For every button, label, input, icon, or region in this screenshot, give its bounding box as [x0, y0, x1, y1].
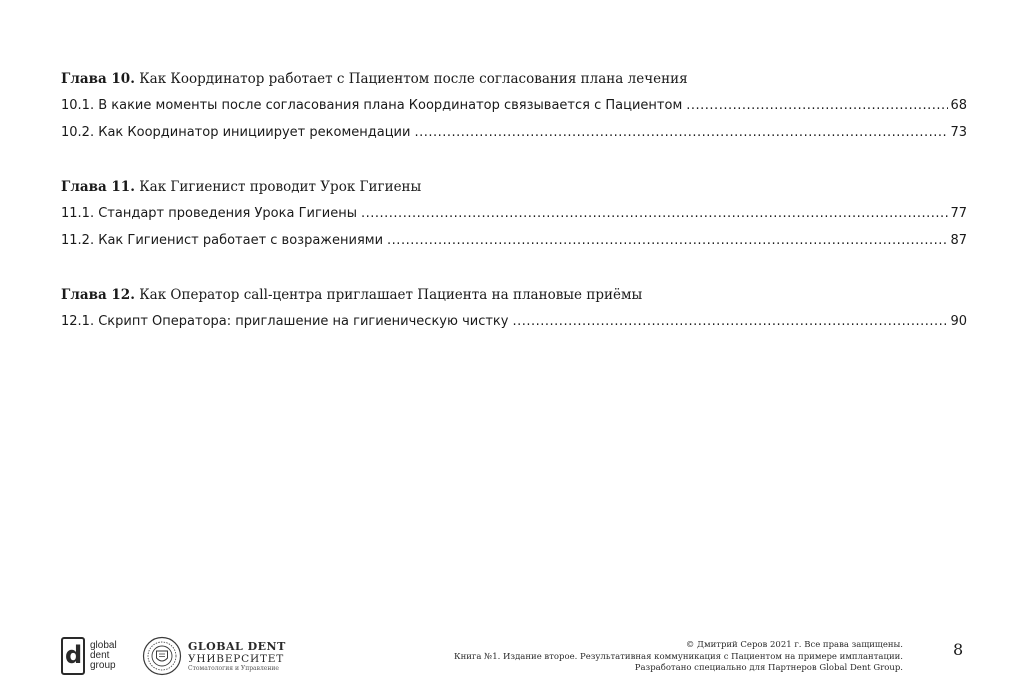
chapter-11: [61, 174, 967, 254]
toc-entry-title: 11.2. Как Гигиенист работает с возражениями: [61, 233, 384, 248]
university-type: УНИВЕРСИТЕТ: [188, 652, 285, 665]
dot-leader: [414, 119, 948, 146]
chapter-title: [61, 174, 967, 200]
toc-entry-page: 87: [950, 233, 967, 248]
chapter-10: [61, 66, 967, 146]
toc-entry-title: 10.1. В какие моменты после согласования плана Координатор связывается с Пациентом: [61, 98, 683, 113]
copyright-line: © Дмитрий Серов 2021 г. Все права защищены.: [685, 640, 903, 650]
logo-letter: d: [65, 641, 83, 669]
global-dent-group-logo: [61, 637, 117, 675]
logo-word: global: [90, 640, 117, 651]
copyright-line: Книга №1. Издание второе. Результативная коммуникация с Пациентом на примере имплантации.: [454, 651, 903, 662]
toc-entry-title: 10.2. Как Координатор инициирует рекомендации: [61, 125, 411, 140]
table-of-contents: [61, 66, 967, 363]
page-footer: [0, 630, 1024, 690]
chapter-title: [61, 282, 967, 308]
toc-entry[interactable]: [61, 308, 967, 335]
toc-entry[interactable]: [61, 227, 967, 254]
logo-word: group: [90, 660, 116, 671]
toc-entry-title: 11.1. Стандарт проведения Урока Гигиены: [61, 206, 357, 221]
copyright-notice: [454, 640, 903, 675]
global-dent-university-logo: [142, 636, 286, 676]
university-seal-icon: [142, 636, 182, 676]
chapter-title: [61, 66, 967, 92]
dot-leader: [387, 227, 948, 254]
toc-entry-page: 73: [950, 125, 967, 140]
page-number: 8: [953, 640, 964, 659]
dot-leader: [512, 308, 948, 335]
chapter-label: Глава 11.: [61, 179, 135, 195]
chapter-name: Как Координатор работает с Пациентом после согласования плана лечения: [139, 71, 688, 87]
toc-entry-page: 68: [950, 98, 967, 113]
chapter-label: Глава 10.: [61, 71, 135, 87]
logo-wordmark: [90, 641, 117, 671]
dot-leader: [686, 92, 948, 119]
copyright-line: Разработано специально для Партнеров Global Dent Group.: [634, 663, 903, 673]
chapter-name: Как Оператор call-центра приглашает Пациента на плановые приёмы: [139, 287, 643, 303]
dot-leader: [361, 200, 948, 227]
university-tagline: Стоматология и Управление: [188, 664, 279, 672]
chapter-label: Глава 12.: [61, 287, 135, 303]
toc-entry-page: 90: [950, 314, 967, 329]
toc-entry[interactable]: [61, 200, 967, 227]
chapter-name: Как Гигиенист проводит Урок Гигиены: [139, 179, 422, 195]
university-name: GLOBAL DENT: [188, 639, 286, 653]
logo-word: dent: [90, 650, 110, 661]
toc-entry-title: 12.1. Скрипт Оператора: приглашение на гигиеническую чистку: [61, 314, 509, 329]
logo-mark-icon: [61, 637, 85, 675]
toc-entry-page: 77: [950, 206, 967, 221]
toc-entry[interactable]: [61, 119, 967, 146]
university-wordmark: [188, 640, 286, 673]
toc-entry[interactable]: [61, 92, 967, 119]
chapter-12: [61, 282, 967, 335]
